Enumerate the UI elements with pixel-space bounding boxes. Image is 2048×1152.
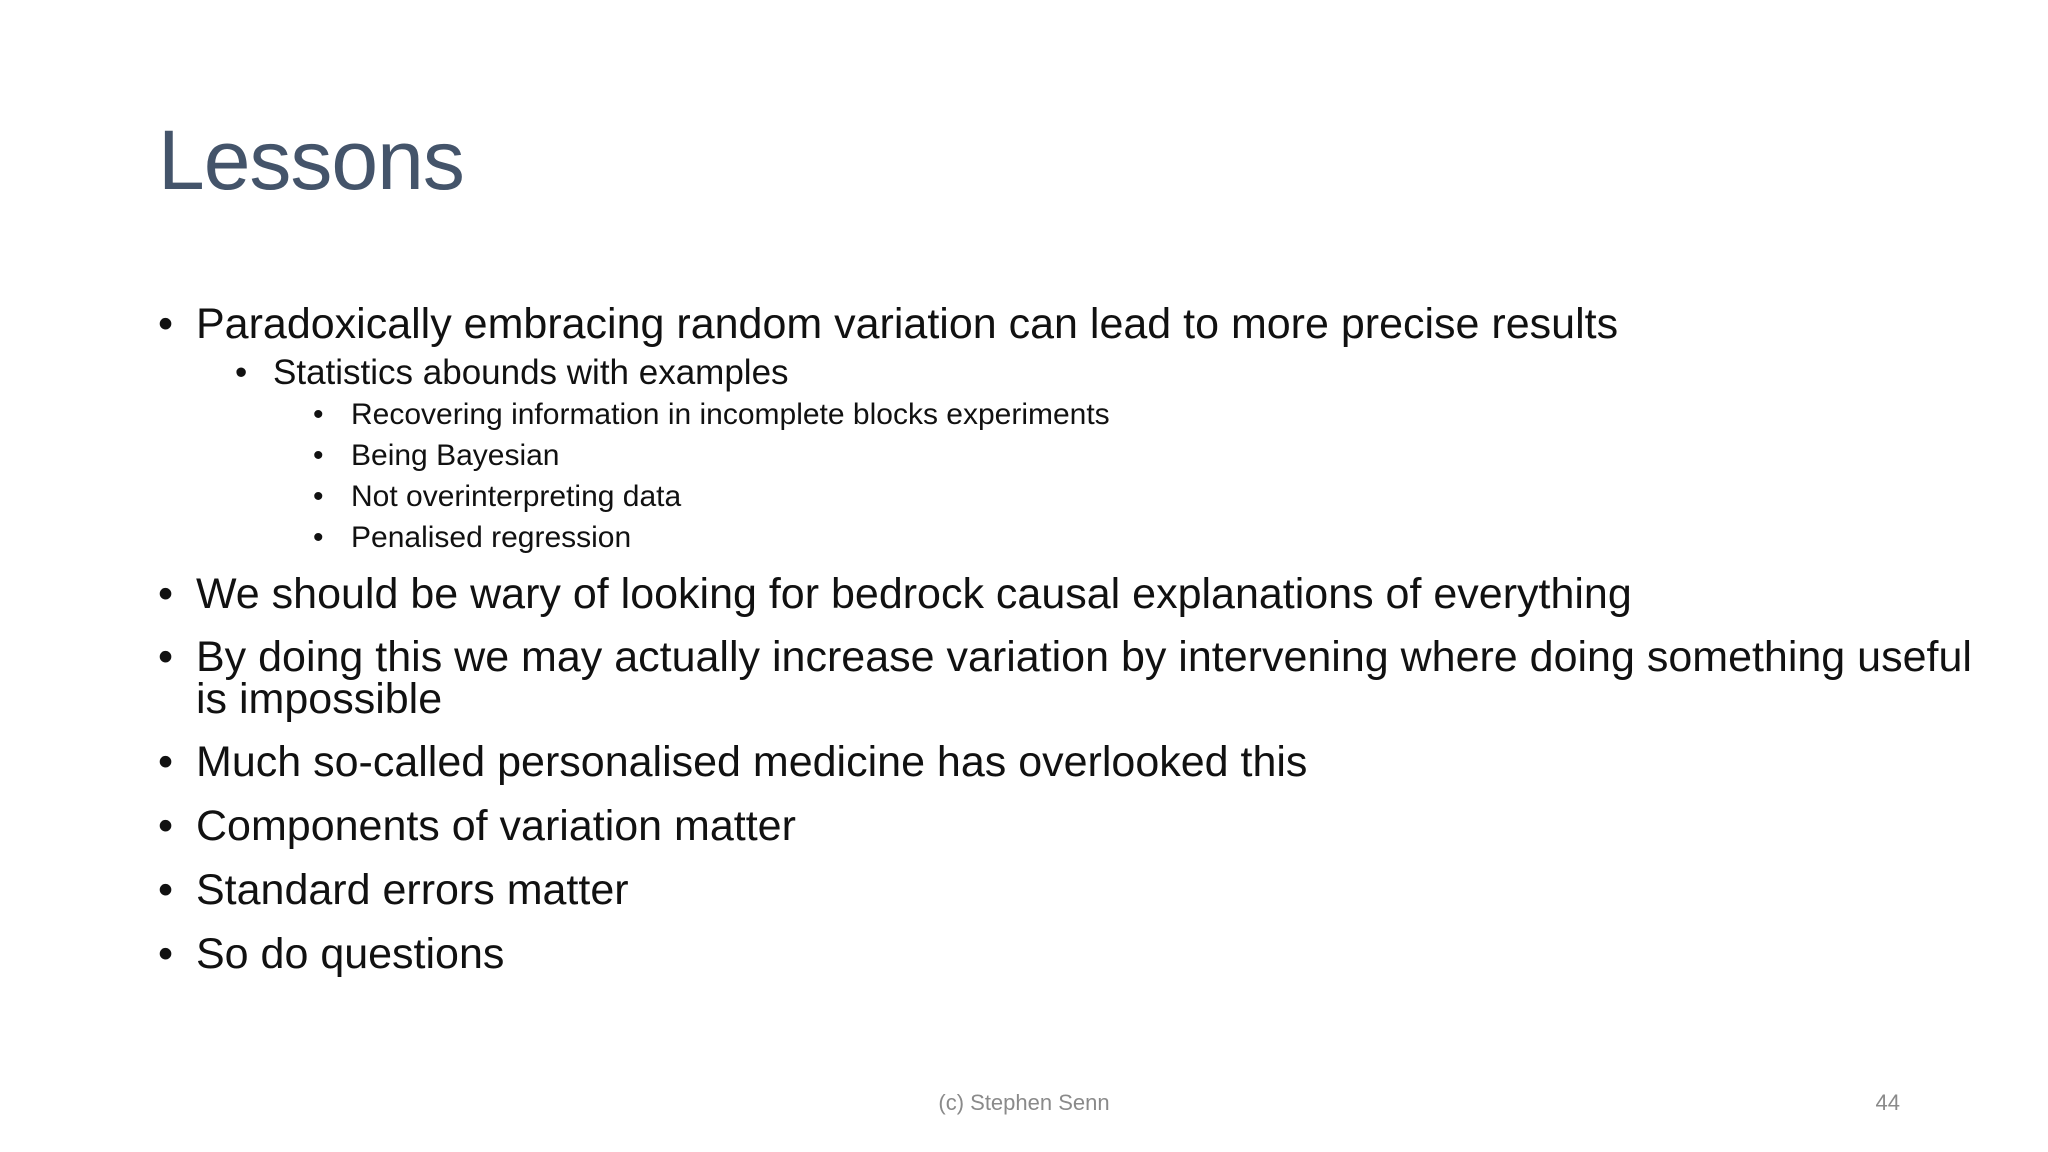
bullet-list — [158, 302, 1978, 996]
sub-bullet-group — [158, 352, 1978, 558]
bullet-item: • Standard errors matter — [158, 868, 1978, 912]
bullet-item: • Paradoxically embracing random variation can lead to more precise results — [158, 302, 1978, 346]
bullet-item: • Components of variation matter — [158, 804, 1978, 848]
bullet-item: • We should be wary of looking for bedrock causal explanations of everything — [158, 572, 1978, 616]
sub-sub-bullet-item: • Being Bayesian — [313, 435, 1978, 476]
sub-sub-bullet-item: • Penalised regression — [313, 517, 1978, 558]
bullet-item: • By doing this we may actually increase variation by intervening where doing something useful is impossible — [158, 636, 1978, 720]
page-number: 44 — [1875, 1090, 1900, 1115]
sub-sub-bullet-item: • Recovering information in incomplete blocks experiments — [313, 394, 1978, 435]
bullet-item: • So do questions — [158, 932, 1978, 976]
slide-title: Lessons — [158, 113, 464, 207]
sub-sub-bullet-item: • Not overinterpreting data — [313, 476, 1978, 517]
sub-bullet-item: • Statistics abounds with examples — [235, 352, 1978, 394]
bullet-item: • Much so-called personalised medicine has overlooked this — [158, 740, 1978, 784]
footer-author: (c) Stephen Senn — [938, 1090, 1110, 1115]
